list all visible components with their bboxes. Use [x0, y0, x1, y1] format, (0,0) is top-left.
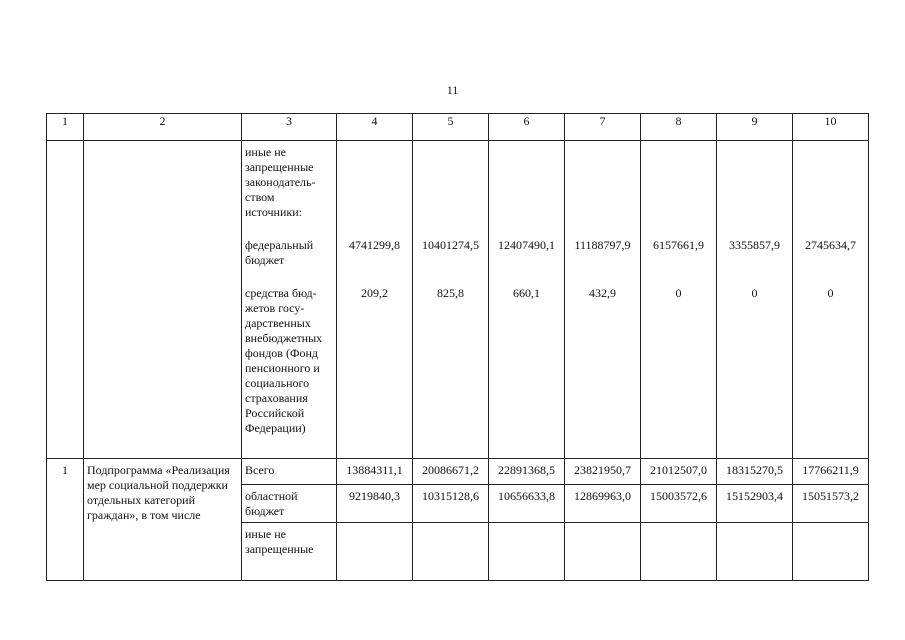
value-cell: 10656633,8 [489, 485, 565, 523]
value-cell: 0 [827, 286, 834, 300]
value-cell: 12869963,0 [565, 485, 641, 523]
source-label-federal: федеральный бюджет [245, 238, 314, 267]
header-cell-7: 7 [565, 114, 641, 141]
value-cell [413, 523, 489, 581]
header-cell-3: 3 [242, 114, 337, 141]
value-cell: 13884311,1 [337, 459, 413, 485]
header-cell-1: 1 [47, 114, 84, 141]
value-cell: 0 [751, 286, 758, 300]
value-cell: 2745634,7 [805, 238, 856, 252]
value-cell: 209,2 [361, 286, 388, 300]
value-col-6 [489, 141, 565, 459]
value-col-9 [717, 141, 793, 459]
header-cell-8: 8 [641, 114, 717, 141]
value-cell: 17766211,9 [793, 459, 869, 485]
source-intro-label: иные не запрещенные законодатель-ством источники: [245, 145, 316, 219]
table-row [47, 459, 869, 485]
source-cell [242, 141, 337, 459]
value-cell: 0 [675, 286, 682, 300]
value-cell: 660,1 [513, 286, 540, 300]
table-row [47, 141, 869, 459]
source-label-funds: средства бюд-жетов госу-дарственных внебюджетных фондов (Фонд пенсионного и социального страхования Российской Федерации) [245, 286, 323, 435]
value-cell [793, 523, 869, 581]
value-cell [337, 523, 413, 581]
value-cell: 21012507,0 [641, 459, 717, 485]
source-label-regional: областной бюджет [242, 485, 337, 523]
value-cell: 15003572,6 [641, 485, 717, 523]
value-cell: 11188797,9 [574, 238, 631, 252]
value-col-10 [793, 141, 869, 459]
value-cell: 10401274,5 [422, 238, 479, 252]
source-label-other: иные не запрещенные [242, 523, 337, 581]
value-col-5 [413, 141, 489, 459]
value-cell: 23821950,7 [565, 459, 641, 485]
value-col-8 [641, 141, 717, 459]
budget-table [46, 113, 869, 581]
value-col-4 [337, 141, 413, 459]
header-cell-4: 4 [337, 114, 413, 141]
value-col-7 [565, 141, 641, 459]
value-cell: 4741299,8 [349, 238, 400, 252]
program-cell [84, 141, 242, 459]
value-cell: 18315270,5 [717, 459, 793, 485]
header-cell-6: 6 [489, 114, 565, 141]
program-cell: Подпрограмма «Реализация мер социальной поддержки отдельных категорий граждан», в том числе [84, 459, 242, 581]
value-cell: 20086671,2 [413, 459, 489, 485]
header-cell-2: 2 [84, 114, 242, 141]
value-cell: 10315128,6 [413, 485, 489, 523]
source-label-total: Всего [242, 459, 337, 485]
value-cell: 15051573,2 [793, 485, 869, 523]
value-cell: 15152903,4 [717, 485, 793, 523]
value-cell [565, 523, 641, 581]
page-number: 11 [446, 83, 459, 97]
value-cell: 6157661,9 [653, 238, 704, 252]
header-cell-10: 10 [793, 114, 869, 141]
value-cell [641, 523, 717, 581]
header-cell-5: 5 [413, 114, 489, 141]
header-cell-9: 9 [717, 114, 793, 141]
row-number-cell: 1 [47, 459, 84, 581]
value-cell: 9219840,3 [337, 485, 413, 523]
row-number-cell [47, 141, 84, 459]
value-cell: 22891368,5 [489, 459, 565, 485]
value-cell: 432,9 [589, 286, 616, 300]
value-cell: 3355857,9 [729, 238, 780, 252]
header-row [47, 114, 869, 141]
value-cell: 825,8 [437, 286, 464, 300]
value-cell [489, 523, 565, 581]
value-cell [717, 523, 793, 581]
value-cell: 12407490,1 [498, 238, 555, 252]
